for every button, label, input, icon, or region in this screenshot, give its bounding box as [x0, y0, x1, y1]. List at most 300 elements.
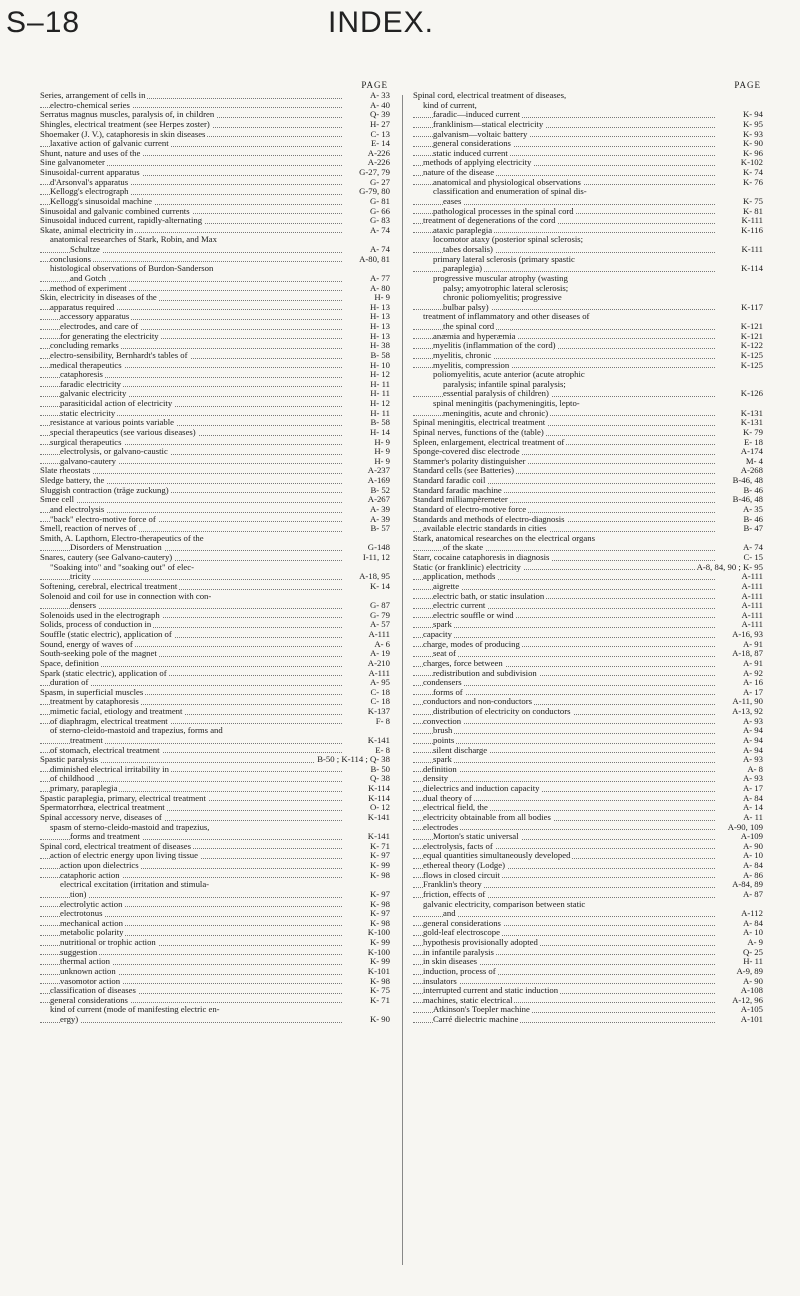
index-entry-page: A-9, 89	[736, 966, 763, 976]
index-entry-page: A-109	[740, 832, 763, 842]
index-entry	[413, 495, 763, 505]
index-entry-page: A- 84	[742, 861, 763, 870]
index-entry-text: forms and treatment	[70, 832, 140, 842]
index-entry-page: A- 94	[742, 745, 763, 755]
index-entry	[413, 928, 763, 938]
index-entry	[40, 284, 390, 294]
index-entry-text: and Gotch	[70, 273, 106, 283]
index-entry-text: electro-chemical series	[50, 100, 130, 110]
index-entry	[413, 803, 763, 813]
index-entry-page: B- 58	[370, 350, 390, 360]
index-entry-text: myelitis (inflammation of the cord)	[433, 341, 556, 351]
index-entry-page: K- 90	[369, 1015, 390, 1024]
index-entry-page: B- 52	[370, 485, 390, 495]
index-entry-page: B-46, 48	[732, 476, 763, 485]
index-entry-page: B- 46	[743, 514, 763, 524]
index-entry	[40, 418, 390, 428]
index-entry	[413, 110, 763, 120]
index-entry-page: A- 95	[369, 678, 390, 688]
index-entry-page: A-268	[740, 466, 763, 476]
index-entry-page: A- 16	[742, 678, 763, 688]
index-entry-text: gold-leaf electroscope	[423, 928, 500, 938]
index-entry	[40, 534, 390, 544]
index-entry-text: Series, arrangement of cells in	[40, 91, 146, 100]
index-entry-page: A-111	[741, 591, 763, 601]
index-entry-page: G-79, 80	[359, 187, 390, 197]
index-entry-text: electric bath, or static insulation	[433, 591, 545, 601]
index-entry	[413, 851, 763, 861]
index-entry-text: Spleen, enlargement, electrical treatment of	[413, 437, 565, 447]
index-entry-page: K-111	[741, 245, 763, 254]
index-entry-page: K- 74	[742, 168, 763, 177]
index-entry	[413, 823, 763, 833]
index-entry	[413, 553, 763, 563]
index-entry-text: paralysis; infantile spinal paralysis;	[443, 379, 566, 389]
index-entry-text: poliomyelitis, acute anterior (acute atrophic	[433, 370, 585, 380]
index-entry-page: H- 27	[369, 119, 390, 129]
index-entry-page: K- 75	[742, 196, 763, 206]
index-entry-text: Morton's static universal	[433, 832, 519, 842]
index-entry-text: meningitis, acute and chronic)	[443, 408, 549, 418]
index-entry	[413, 322, 763, 332]
index-entry-page: A- 11	[743, 812, 763, 822]
index-entry-page: B- 50	[370, 764, 390, 774]
index-entry	[40, 582, 390, 592]
index-entry-page: K- 95	[742, 119, 763, 129]
index-entry	[413, 274, 763, 284]
index-entry	[40, 736, 390, 746]
index-entry-text: electrical field, the	[423, 803, 488, 813]
index-entry-text: Schultze	[70, 245, 100, 254]
index-entry-page: A-12, 96	[732, 995, 763, 1005]
index-entry	[40, 678, 390, 688]
index-entry-text: Kellogg's sinusoidal machine	[50, 196, 152, 206]
index-entry-text: Serratus magnus muscles, paralysis of, in children	[40, 110, 215, 120]
index-entry-text: ethereal theory (Lodge)	[423, 861, 506, 870]
index-entry	[40, 158, 390, 168]
index-entry-text: Snares, cautery (see Galvano-cautery)	[40, 553, 173, 562]
index-entry	[413, 447, 763, 457]
index-entry	[40, 226, 390, 236]
index-entry-page: A- 94	[742, 735, 763, 745]
index-entry-text: Spermatorrhœa, electrical treatment	[40, 803, 165, 813]
index-entry-text: of diaphragm, electrical treatment	[50, 716, 168, 726]
index-entry	[413, 303, 763, 313]
index-entry	[40, 428, 390, 438]
index-entry-text: anatomical and physiological observations	[433, 177, 581, 187]
index-entry-text: available electric standards in cities	[423, 524, 547, 534]
index-entry-text: Standard cells (see Batteries)	[413, 466, 515, 476]
index-entry-page: H- 11	[370, 389, 390, 399]
index-entry-text: apparatus required	[50, 302, 115, 312]
index-entry-page: A- 17	[742, 784, 763, 793]
index-entry-page: H- 11	[370, 408, 390, 418]
index-entry-text: medical therapeutics	[50, 360, 122, 370]
index-entry-text: spark	[433, 755, 452, 765]
index-entry-text: points	[433, 735, 455, 745]
index-entry-text: of the skate	[443, 543, 484, 553]
index-entry	[40, 293, 390, 303]
index-entry-page: A- 91	[742, 658, 763, 668]
index-entry-page: K-131	[740, 418, 763, 428]
index-entry-text: progressive muscular atrophy (wasting	[433, 273, 568, 283]
index-entry-page: A- 39	[369, 514, 390, 524]
dot-leader	[413, 743, 715, 744]
index-entry-text: friction, effects of	[423, 889, 486, 899]
index-entry-text: Solenoid and coil for use in connection with con-	[40, 591, 212, 601]
index-entry-page: A-111	[368, 630, 390, 639]
index-entry-text: electrodes	[423, 822, 459, 832]
index-entry-page: H- 10	[369, 360, 390, 370]
index-entry	[413, 601, 763, 611]
index-entry-page: A- 9	[747, 938, 763, 947]
index-entry	[413, 977, 763, 987]
index-entry	[40, 341, 390, 351]
dot-leader	[413, 781, 715, 782]
index-entry	[413, 572, 763, 582]
index-entry	[413, 457, 763, 467]
index-entry-page: K- 97	[369, 909, 390, 919]
index-entry-page: B-46, 48	[732, 495, 763, 505]
left-entry-list	[40, 91, 390, 1025]
index-entry-page: Q- 25	[742, 947, 763, 957]
index-entry	[413, 784, 763, 794]
index-entry-text: insulators	[423, 976, 457, 986]
index-entry-page: K-114	[368, 793, 390, 803]
index-entry-text: electrodes, and care of	[60, 322, 139, 331]
index-entry-page: A- 6	[374, 639, 390, 649]
index-entry-text: Spinal meningitis, electrical treatment	[413, 418, 546, 428]
index-entry	[40, 986, 390, 996]
index-entry	[413, 996, 763, 1006]
index-entry-page: G- 79	[369, 610, 390, 620]
index-entry-page: C- 18	[370, 687, 390, 697]
index-entry-page: A-11, 90	[732, 697, 763, 707]
index-entry	[40, 592, 390, 602]
index-entry	[413, 399, 763, 409]
index-entry	[40, 832, 390, 842]
index-entry	[40, 187, 390, 197]
index-entry-text: methods of applying electricity	[423, 158, 532, 168]
index-entry-page: A- 57	[369, 620, 390, 630]
index-entry	[40, 447, 390, 457]
index-entry-page: K-126	[740, 389, 763, 399]
index-entry-text: primary lateral sclerosis (primary spastic	[433, 254, 575, 264]
index-entry-page: H- 13	[369, 302, 390, 312]
index-entry-text: static induced current	[433, 148, 508, 158]
index-entry-page: G- 83	[369, 216, 390, 226]
index-entry-text: Sponge-covered disc electrode	[413, 447, 520, 457]
index-entry-text: in infantile paralysis	[423, 947, 494, 957]
index-entry	[413, 130, 763, 140]
index-entry-page: A-108	[740, 986, 763, 996]
index-entry-page: K-125	[740, 360, 763, 370]
index-entry	[413, 765, 763, 775]
index-entry	[40, 197, 390, 207]
index-entry-text: electric souffle or wind	[433, 610, 514, 620]
dot-leader	[413, 627, 715, 628]
index-entry-page: A- 74	[369, 225, 390, 235]
index-entry	[413, 900, 763, 910]
index-entry-page: K- 98	[369, 976, 390, 986]
index-entry	[40, 563, 390, 573]
index-entry-page: K-121	[740, 322, 763, 331]
index-entry-page: A-111	[741, 620, 763, 630]
index-entry-text: action upon dielectrics	[60, 861, 139, 870]
index-entry	[413, 543, 763, 553]
index-entry-text: capacity	[423, 630, 452, 639]
index-entry	[413, 871, 763, 881]
index-entry-text: Standard of electro-motive force	[413, 504, 527, 514]
index-entry	[413, 611, 763, 621]
index-entry-page: A- 93	[742, 716, 763, 726]
index-entry	[413, 861, 763, 871]
index-entry	[40, 726, 390, 736]
index-entry-page: A- 74	[742, 543, 763, 553]
index-entry-text: forms of	[433, 687, 463, 697]
index-entry-page: A- 94	[742, 726, 763, 736]
index-entry	[413, 312, 763, 322]
index-entry-page: A-112	[741, 909, 763, 919]
index-entry	[413, 1005, 763, 1015]
index-entry	[413, 351, 763, 361]
index-entry-page: A- 74	[369, 245, 390, 254]
index-entry	[40, 928, 390, 938]
index-entry-text: Shunt, nature and uses of the	[40, 148, 141, 158]
index-entry-text: Sinusoidal-current apparatus	[40, 168, 140, 177]
index-entry-text: anæmia and hyperæmia	[433, 331, 516, 341]
index-entry-page: H- 9	[374, 293, 390, 303]
index-entry-text: chronic poliomyelitis; progressive	[443, 293, 562, 303]
index-entry-page: K-100	[367, 928, 390, 938]
index-entry-page: H- 9	[374, 437, 390, 447]
index-entry-page: B- 58	[370, 418, 390, 428]
page-code: S–18	[6, 6, 81, 39]
index-entry	[40, 880, 390, 890]
index-entry-page: B- 46	[743, 485, 763, 495]
index-entry-text: Franklin's theory	[423, 880, 482, 890]
index-entry	[40, 697, 390, 707]
index-entry	[413, 168, 763, 178]
index-entry	[413, 284, 763, 294]
right-column	[413, 80, 763, 1025]
index-entry-text: cataphoric action	[60, 870, 120, 880]
index-entry	[40, 717, 390, 727]
index-entry-text: Static (or franklinic) electricity	[413, 562, 521, 572]
index-entry-text: brush	[433, 726, 453, 736]
index-entry-text: electric current	[433, 601, 486, 611]
index-entry-page: K-131	[740, 408, 763, 418]
index-entry	[413, 697, 763, 707]
index-entry-page: K- 93	[742, 129, 763, 139]
index-entry-text: cataphoresis	[60, 370, 103, 380]
index-entry	[40, 235, 390, 245]
index-entry-page: A-16, 93	[732, 630, 763, 639]
index-entry	[413, 659, 763, 669]
dot-leader	[40, 1022, 342, 1023]
index-entry	[40, 332, 390, 342]
index-entry-page: A-111	[741, 581, 763, 591]
index-entry-page: A- 8	[747, 764, 763, 774]
index-entry-text: Souffle (static electric), application of	[40, 630, 172, 639]
index-entry-text: tricity	[70, 572, 91, 582]
index-entry-page: A- 19	[369, 649, 390, 659]
index-entry-text: of sterno-cleido-mastoid and trapezius, forms and	[50, 726, 223, 736]
column-divider	[402, 95, 403, 1265]
index-entry-page: A- 77	[369, 273, 390, 283]
index-entry-page: K-102	[740, 158, 763, 168]
index-entry	[40, 620, 390, 630]
index-entry-text: South-seeking pole of the magnet	[40, 649, 157, 659]
index-entry-page: K- 75	[369, 986, 390, 996]
index-entry-text: diminished electrical irritability in	[50, 764, 169, 774]
index-entry-text: convection	[423, 716, 462, 726]
index-entry-page: H- 11	[370, 379, 390, 389]
index-entry	[413, 707, 763, 717]
index-entry-text: faradic—induced current	[433, 110, 521, 120]
index-entry	[40, 1015, 390, 1025]
index-entry-text: Skate, animal electricity in	[40, 225, 134, 235]
index-entry-page: K- 99	[369, 938, 390, 947]
index-entry-text: Slate rheostats	[40, 466, 91, 476]
index-entry-page: K-137	[367, 707, 390, 716]
index-entry	[413, 101, 763, 111]
index-entry-text: Standard faradic machine	[413, 485, 502, 495]
index-entry-text: Shoemaker (J. V.), cataphoresis in skin diseases	[40, 129, 206, 139]
index-entry-text: distribution of electricity on conductors	[433, 707, 571, 716]
index-entry	[413, 120, 763, 130]
index-entry-text: general considerations	[50, 995, 128, 1005]
index-entry-text: anatomical researches of Stark, Robin, and Max	[50, 235, 217, 245]
index-entry-page: B- 47	[743, 524, 763, 534]
index-entry	[413, 957, 763, 967]
index-entry-text: Sinusoidal and galvanic combined currents	[40, 206, 190, 216]
index-entry-page: B-50 ; K-114 ; Q- 38	[317, 755, 390, 765]
index-entry-page: A-169	[367, 476, 390, 485]
index-entry	[413, 726, 763, 736]
index-entry-text: Space, definition	[40, 658, 99, 668]
index-entry-text: spasm of sterno-cleido-mastoid and trapezius,	[50, 822, 210, 832]
index-entry-text: Sinusoidal induced current, rapidly-alternating	[40, 216, 203, 226]
index-entry	[40, 842, 390, 852]
index-entry	[40, 389, 390, 399]
index-entry	[40, 207, 390, 217]
index-entry	[413, 649, 763, 659]
index-entry-text: faradic electricity	[60, 379, 122, 389]
index-entry-page: A-226	[367, 158, 390, 168]
index-entry-text: nutritional or trophic action	[60, 938, 156, 947]
index-entry	[40, 1005, 390, 1015]
index-entry-text: Stammer's polarity distinguisher	[413, 456, 526, 466]
index-entry-text: in skin diseases	[423, 957, 478, 967]
index-entry-page: B- 57	[370, 524, 390, 534]
index-entry-page: K- 81	[742, 206, 763, 216]
index-entry-text: treatment	[70, 735, 103, 745]
index-entry-page: C- 13	[370, 129, 390, 139]
index-entry	[40, 813, 390, 823]
index-entry-text: Spark (static electric), application of	[40, 668, 167, 678]
index-entry	[413, 948, 763, 958]
index-entry	[413, 139, 763, 149]
index-entry	[413, 746, 763, 756]
index-entry-text: resistance at various points variable	[50, 418, 174, 428]
index-entry	[40, 168, 390, 178]
index-entry	[413, 245, 763, 255]
index-entry-text: special therapeutics (see various diseases)	[50, 427, 196, 437]
index-entry-page: A-101	[740, 1015, 763, 1024]
index-entry	[413, 582, 763, 592]
index-entry	[413, 774, 763, 784]
index-entry-text: parasiticidal action of electricity	[60, 399, 173, 408]
index-entry-page: K- 97	[369, 851, 390, 861]
index-entry-text: Spinal cord, electrical treatment of diseases,	[413, 91, 567, 100]
page-column-heading: PAGE	[734, 80, 761, 90]
index-entry-text: Spastic paraplegia, primary, electrical treatment	[40, 793, 206, 803]
index-entry-page: E- 14	[370, 139, 390, 149]
index-entry-page: K-101	[367, 966, 390, 976]
index-entry	[40, 851, 390, 861]
index-entry	[40, 572, 390, 582]
index-entry-page: A-90, 109	[727, 822, 763, 832]
index-entry	[413, 226, 763, 236]
index-entry	[413, 187, 763, 197]
dot-leader	[413, 916, 715, 917]
index-entry-text: treatment of inflammatory and other diseases of	[423, 312, 590, 322]
index-entry	[40, 495, 390, 505]
index-entry-page: A-111	[741, 610, 763, 620]
index-entry-text: conductors and non-conductors	[423, 697, 533, 707]
index-entry	[40, 938, 390, 948]
index-entry	[413, 149, 763, 159]
index-entry	[40, 784, 390, 794]
index-entry-page: C- 18	[370, 697, 390, 707]
index-entry	[413, 938, 763, 948]
index-entry	[40, 553, 390, 563]
index-entry	[413, 418, 763, 428]
index-entry-text: galvanic electricity, comparison between static	[423, 899, 586, 909]
index-entry-page: A- 14	[742, 803, 763, 813]
index-entry-text: charges, force between	[423, 658, 503, 668]
index-entry-text: silent discharge	[433, 745, 488, 755]
index-entry	[413, 736, 763, 746]
index-entry-page: A- 91	[742, 639, 763, 649]
index-entry	[40, 649, 390, 659]
index-entry-text: "back" electro-motive force of	[50, 514, 156, 524]
index-entry-text: Spinal nerves, functions of the (table)	[413, 427, 544, 437]
index-entry	[413, 341, 763, 351]
index-entry	[40, 255, 390, 265]
index-entry-page: C- 15	[743, 553, 763, 562]
index-entry-page: H- 13	[369, 331, 390, 341]
index-entry-page: H- 38	[369, 341, 390, 351]
index-entry	[413, 842, 763, 852]
index-entry	[40, 274, 390, 284]
index-entry-text: myelitis, chronic	[433, 350, 492, 360]
index-entry	[40, 91, 390, 101]
index-entry	[40, 957, 390, 967]
index-entry-page: A-111	[741, 572, 763, 582]
index-entry	[413, 630, 763, 640]
index-entry-page: A- 90	[742, 841, 763, 851]
index-entry	[413, 592, 763, 602]
index-entry	[40, 669, 390, 679]
index-entry	[413, 361, 763, 371]
index-entry-page: G-148	[367, 543, 390, 553]
index-entry-text: essential paralysis of children)	[443, 389, 549, 399]
index-entry-text: flows in closed circuit	[423, 870, 500, 880]
index-entry	[413, 524, 763, 534]
index-entry	[413, 91, 763, 101]
